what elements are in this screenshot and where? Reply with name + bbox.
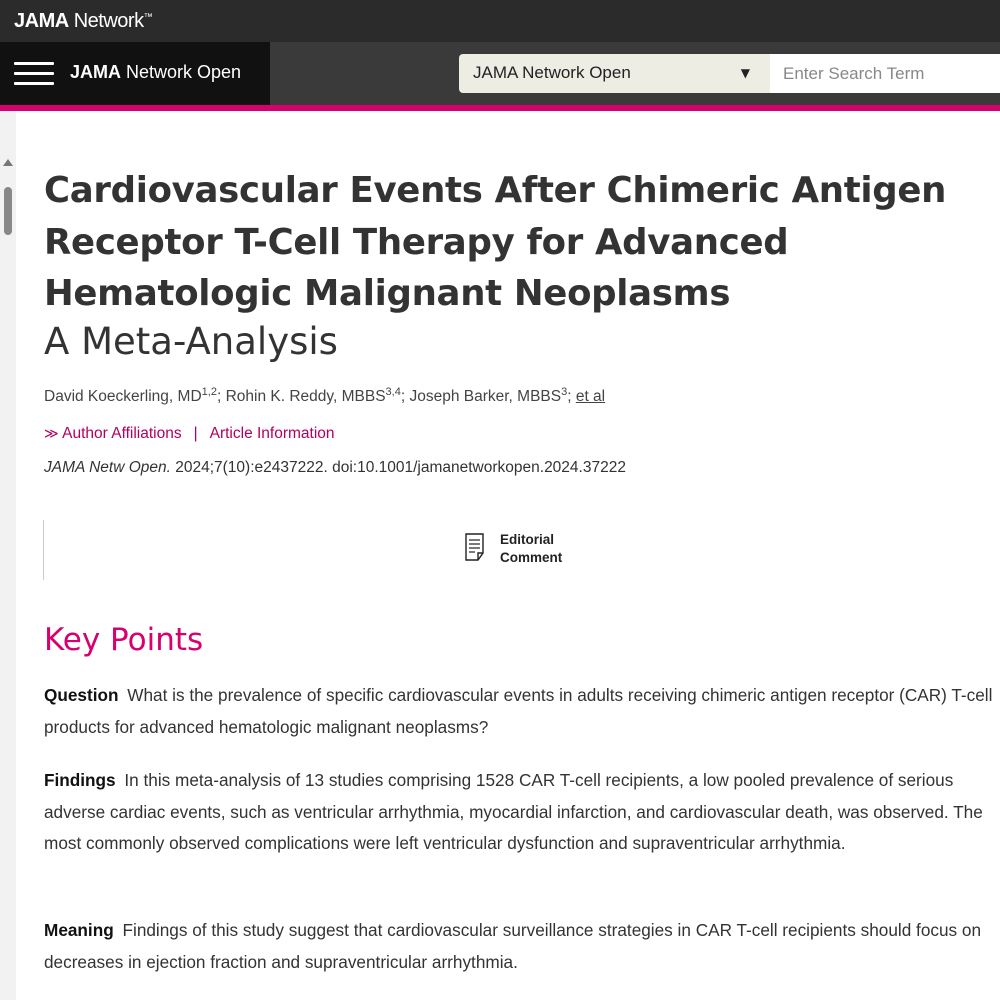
scroll-thumb[interactable] bbox=[4, 187, 12, 235]
editorial-line-2: Comment bbox=[500, 550, 563, 565]
scroll-up-arrow-icon[interactable] bbox=[3, 159, 13, 166]
brand-rest: Network bbox=[68, 10, 144, 32]
journal-home-link[interactable] bbox=[70, 62, 241, 83]
author-name[interactable]: David Koeckerling, MD bbox=[44, 388, 202, 406]
author-affiliation-sup: 3 bbox=[561, 386, 568, 398]
hamburger-menu-icon[interactable] bbox=[14, 60, 54, 88]
author-name[interactable]: Rohin K. Reddy, MBBS bbox=[225, 388, 386, 406]
editorial-comment-label bbox=[500, 531, 590, 567]
accent-stripe bbox=[0, 105, 1000, 111]
article-title: Cardiovascular Events After Chimeric Antigen Receptor T-Cell Therapy for Advanced Hematologic Malignant Neoplasms bbox=[44, 170, 947, 314]
article-information-link[interactable]: Article Information bbox=[209, 425, 335, 442]
article-subtitle: A Meta-Analysis bbox=[44, 320, 338, 363]
author-affiliation-sup: 1,2 bbox=[201, 386, 217, 398]
scrollbar[interactable] bbox=[0, 111, 16, 1000]
key-point-meaning bbox=[44, 915, 994, 978]
meaning-text: Findings of this study suggest that cardiovascular surveillance strategies in CAR T-cell recipients should focus on decreases in ejection fraction and supraventricular arrhythmia. bbox=[44, 920, 982, 972]
menu-block bbox=[0, 42, 270, 105]
key-point-question bbox=[44, 680, 994, 743]
findings-text: In this meta-analysis of 13 studies comprising 1528 CAR T-cell recipients, a low pooled prevalence of serious adverse cardiac events, such as ventricular arrhythmia, myocardial infarction, and cardiovascular death, was observed. The most commonly observed complications were left ventricular dysfunction and supraventricular arrhythmia. bbox=[44, 770, 983, 853]
search-input[interactable] bbox=[770, 54, 1000, 93]
navigation-bar bbox=[0, 42, 1000, 105]
double-chevron-right-icon: ≫ bbox=[44, 425, 59, 441]
brand-bold: JAMA bbox=[14, 10, 69, 32]
caret-down-icon: ▼ bbox=[740, 66, 750, 80]
brand-trademark: ™ bbox=[143, 11, 153, 22]
journal-rest: Network Open bbox=[121, 62, 242, 82]
et-al-link[interactable]: et al bbox=[575, 388, 606, 406]
document-icon bbox=[464, 533, 486, 561]
citation bbox=[44, 459, 626, 477]
author-affiliations-link[interactable] bbox=[44, 425, 182, 442]
findings-label: Findings bbox=[44, 770, 116, 790]
author-affiliation-sup: 3,4 bbox=[385, 386, 401, 398]
author-name[interactable]: Joseph Barker, MBBS bbox=[409, 388, 562, 406]
top-brand-bar bbox=[0, 0, 1000, 42]
question-label: Question bbox=[44, 685, 119, 705]
citation-details: 2024;7(10):e2437222. doi:10.1001/jamanetworkopen.2024.37222 bbox=[170, 459, 626, 476]
meaning-label: Meaning bbox=[44, 920, 114, 940]
link-separator: | bbox=[193, 425, 198, 442]
key-points-heading: Key Points bbox=[44, 622, 204, 658]
search-scope-select[interactable] bbox=[459, 54, 770, 93]
journal-bold: JAMA bbox=[70, 62, 122, 82]
search-scope-value: JAMA Network Open bbox=[473, 63, 631, 82]
editorial-line-1: Editorial bbox=[500, 532, 555, 547]
citation-journal: JAMA Netw Open. bbox=[44, 459, 171, 476]
question-text: What is the prevalence of specific cardiovascular events in adults receiving chimeric antigen receptor (CAR) T-cell products for advanced hematologic malignant neoplasms? bbox=[44, 685, 993, 737]
key-point-findings bbox=[44, 765, 994, 860]
jama-network-logo[interactable] bbox=[14, 10, 152, 33]
author-list: David Koeckerling, MD$^{1,2}$; Rohin K. Reddy, MBBS$^{3,4}$; Joseph Barker, MBBS$^3$; et al bbox=[44, 386, 606, 406]
article-links bbox=[44, 425, 335, 443]
author-affiliations-label: Author Affiliations bbox=[62, 425, 182, 442]
